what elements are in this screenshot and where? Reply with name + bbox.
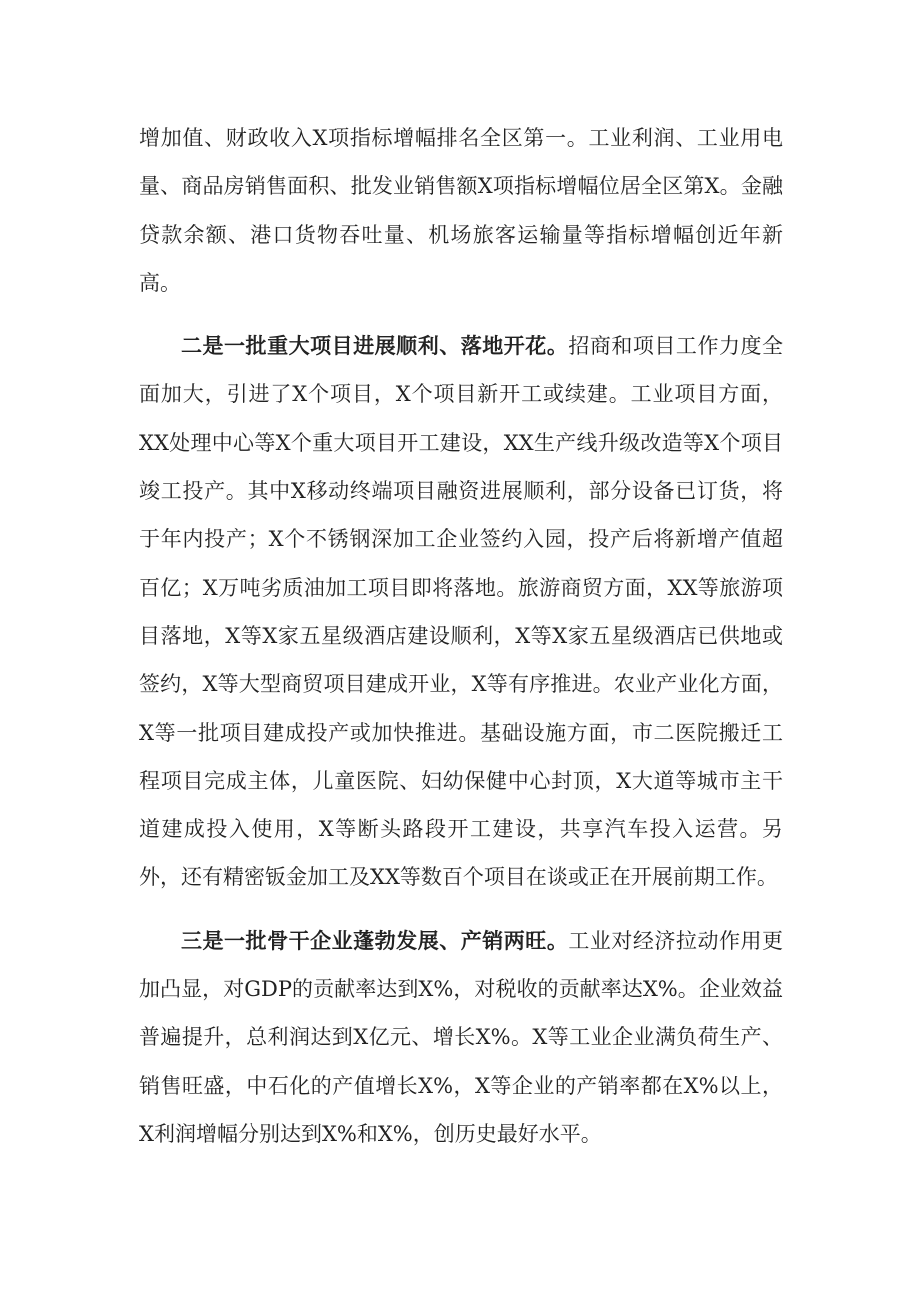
paragraph-3-lead: 三是一批骨干企业蓬勃发展、产销两旺。 bbox=[181, 927, 569, 953]
paragraph-1-text: 增加值、财政收入X项指标增幅排名全区第一。工业利润、工业用电量、商品房销售面积、批发业销售额X项指标增幅位居全区第X。金融贷款余额、港口货物吞吐量、机场旅客运输量等指标增幅创近年新高。 bbox=[139, 126, 783, 295]
paragraph-1 bbox=[139, 114, 783, 307]
paragraph-2-text: 招商和项目工作力度全面加大，引进了X个项目，X个项目新开工或续建。工业项目方面，XX处理中心等X个重大项目开工建设，XX生产线升级改造等X个项目竣工投产。其中X移动终端项目融资进展顺利，部分设备已订货，将于年内投产；X个不锈钢深加工企业签约入园，投产后将新增产值超百亿；X万吨劣质油加工项目即将落地。旅游商贸方面，XX等旅游项目落地，X等X家五星级酒店建设顺利，X等X家五星级酒店已供地或签约，X等大型商贸项目建成开业，X等有序推进。农业产业化方面，X等一批项目建成投产或加快推进。基础设施方面，市二医院搬迁工程项目完成主体，儿童医院、妇幼保健中心封顶，X大道等城市主干道建成投入使用，X等断头路段开工建设，共享汽车投入运营。另外，还有精密钣金加工及XX等数百个项目在谈或正在开展前期工作。 bbox=[139, 334, 784, 890]
paragraph-2-lead: 二是一批重大项目进展顺利、落地开花。 bbox=[181, 333, 569, 359]
paragraph-2 bbox=[139, 322, 783, 902]
paragraph-3-text: 工业对经济拉动作用更加凸显，对GDP的贡献率达到X%，对税收的贡献率达X%。企业效益普遍提升，总利润达到X亿元、增长X%。X等工业企业满负荷生产、销售旺盛，中石化的产值增长X%，X等企业的产销率都在X%以上，X利润增幅分别达到X%和X%，创历史最好水平。 bbox=[139, 928, 784, 1146]
paragraph-3 bbox=[139, 917, 783, 1158]
document-body bbox=[139, 114, 783, 1158]
